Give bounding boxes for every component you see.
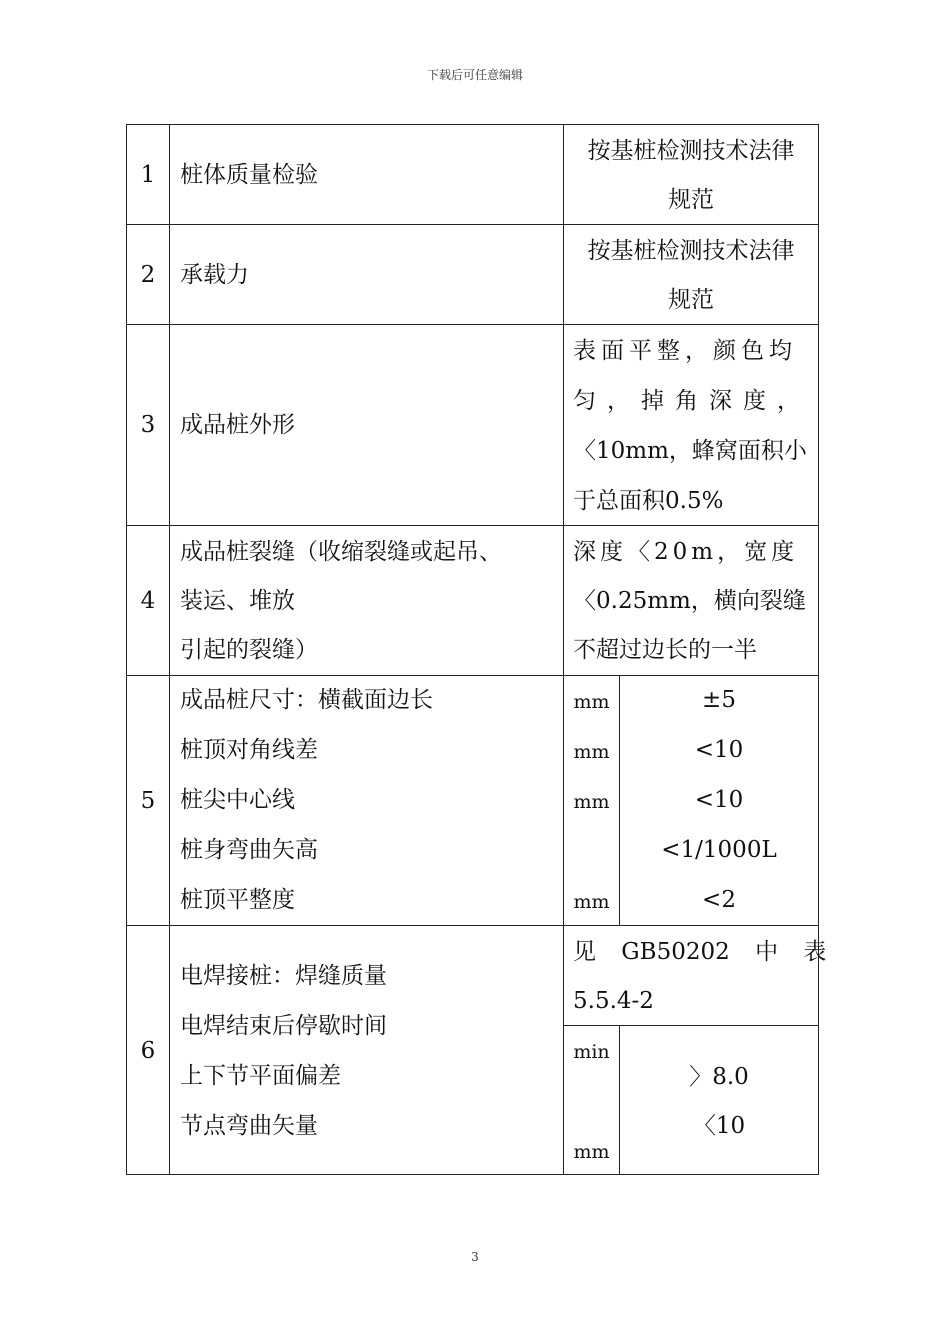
row-5-unit: mm xyxy=(573,691,610,713)
row-1-standard-line: 按基桩检测技术法律 xyxy=(587,138,795,164)
row-6-item-line: 上下节平面偏差 xyxy=(180,1063,341,1089)
row-5-item-line: 桩顶对角线差 xyxy=(180,737,318,763)
page-header: 下载后可任意编辑 xyxy=(426,68,523,82)
row-1-no-cell xyxy=(126,124,170,225)
row-1-no: 1 xyxy=(140,162,156,188)
quality-table xyxy=(126,124,827,1175)
row-2-item-cell xyxy=(169,224,564,325)
row-5-value: <10 xyxy=(694,737,744,763)
row-6-no-cell xyxy=(126,925,170,1175)
row-3-standard-cell xyxy=(563,324,819,526)
row-5-value: <10 xyxy=(694,787,744,813)
row-3-no-cell xyxy=(126,324,170,526)
row-4-item-cell xyxy=(169,525,564,676)
row-5-value: <2 xyxy=(702,887,736,913)
row-5-no: 5 xyxy=(140,788,156,814)
row-1-item-cell xyxy=(169,124,564,225)
row-5-item-line: 成品桩尺寸：横截面边长 xyxy=(180,687,433,713)
row-6-value: 〈10 xyxy=(692,1113,746,1139)
row-6-no: 6 xyxy=(140,1038,156,1064)
row-3-item-cell xyxy=(169,324,564,526)
row-6-item-line: 电焊结束后停歇时间 xyxy=(180,1013,387,1039)
row-3-standard-line: 匀，掉角深度， xyxy=(573,388,811,414)
row-3-standard-line: 〈10mm，蜂窝面积小 xyxy=(573,438,807,464)
row-5-unit: mm xyxy=(573,741,610,763)
row-6-item-cell xyxy=(169,925,564,1175)
row-2-standard-line: 按基桩检测技术法律 xyxy=(587,238,795,264)
row-6-standard-line: 5.5.4-2 xyxy=(573,988,654,1014)
row-4-no: 4 xyxy=(140,588,156,614)
row-3-standard-line: 表面平整，颜色均 xyxy=(573,338,797,364)
row-4-standard-cell xyxy=(563,525,819,676)
row-2-no: 2 xyxy=(140,262,156,288)
row-3-standard-line: 于总面积0.5% xyxy=(573,488,724,514)
row-4-item-line: 成品桩裂缝（收缩裂缝或起吊、 xyxy=(180,539,502,565)
row-6-unit: min xyxy=(573,1041,610,1063)
row-5-value: ±5 xyxy=(702,687,736,713)
row-5-no-cell xyxy=(126,675,170,926)
row-6-standard-line xyxy=(573,938,827,966)
row-4-item-line: 引起的裂缝） xyxy=(180,637,318,663)
row-6-standard-cell xyxy=(563,925,827,1026)
row-5-value-cell xyxy=(619,675,819,926)
row-5-unit: mm xyxy=(573,791,610,813)
row-6-unit-cell xyxy=(563,1025,620,1175)
row-2-item: 承载力 xyxy=(180,262,249,288)
page-number: 3 xyxy=(471,1250,479,1264)
row-6-value: 〉8.0 xyxy=(689,1064,749,1090)
row-6-value-cell xyxy=(619,1025,819,1175)
row-6-standard-text: 见 GB50202 中 表 xyxy=(573,939,827,965)
row-5-value: <1/1000L xyxy=(661,837,777,863)
row-5-item-line: 桩尖中心线 xyxy=(180,787,295,813)
row-2-no-cell xyxy=(126,224,170,325)
row-1-standard-cell xyxy=(563,124,819,225)
row-5-item-cell xyxy=(169,675,564,926)
row-6-item-line: 电焊接桩：焊缝质量 xyxy=(180,963,387,989)
row-4-no-cell xyxy=(126,525,170,676)
row-2-standard-cell xyxy=(563,224,819,325)
row-4-item-line: 装运、堆放 xyxy=(180,588,295,614)
row-5-unit: mm xyxy=(573,891,610,913)
row-6-item-line: 节点弯曲矢量 xyxy=(180,1113,318,1139)
row-5-unit-cell xyxy=(563,675,620,926)
row-6-unit: mm xyxy=(573,1141,610,1163)
row-2-standard-line: 规范 xyxy=(668,287,714,313)
row-4-standard-line: 不超过边长的一半 xyxy=(573,637,757,663)
row-3-item: 成品桩外形 xyxy=(180,412,295,438)
row-1-standard-line: 规范 xyxy=(668,187,714,213)
row-5-item-line: 桩顶平整度 xyxy=(180,887,295,913)
row-5-item-line: 桩身弯曲矢高 xyxy=(180,837,318,863)
row-3-no: 3 xyxy=(140,412,156,438)
row-4-standard-line: 深度〈20m，宽度 xyxy=(573,539,799,565)
row-1-item: 桩体质量检验 xyxy=(180,162,318,188)
row-4-standard-line: 〈0.25mm，横向裂缝 xyxy=(573,588,806,614)
